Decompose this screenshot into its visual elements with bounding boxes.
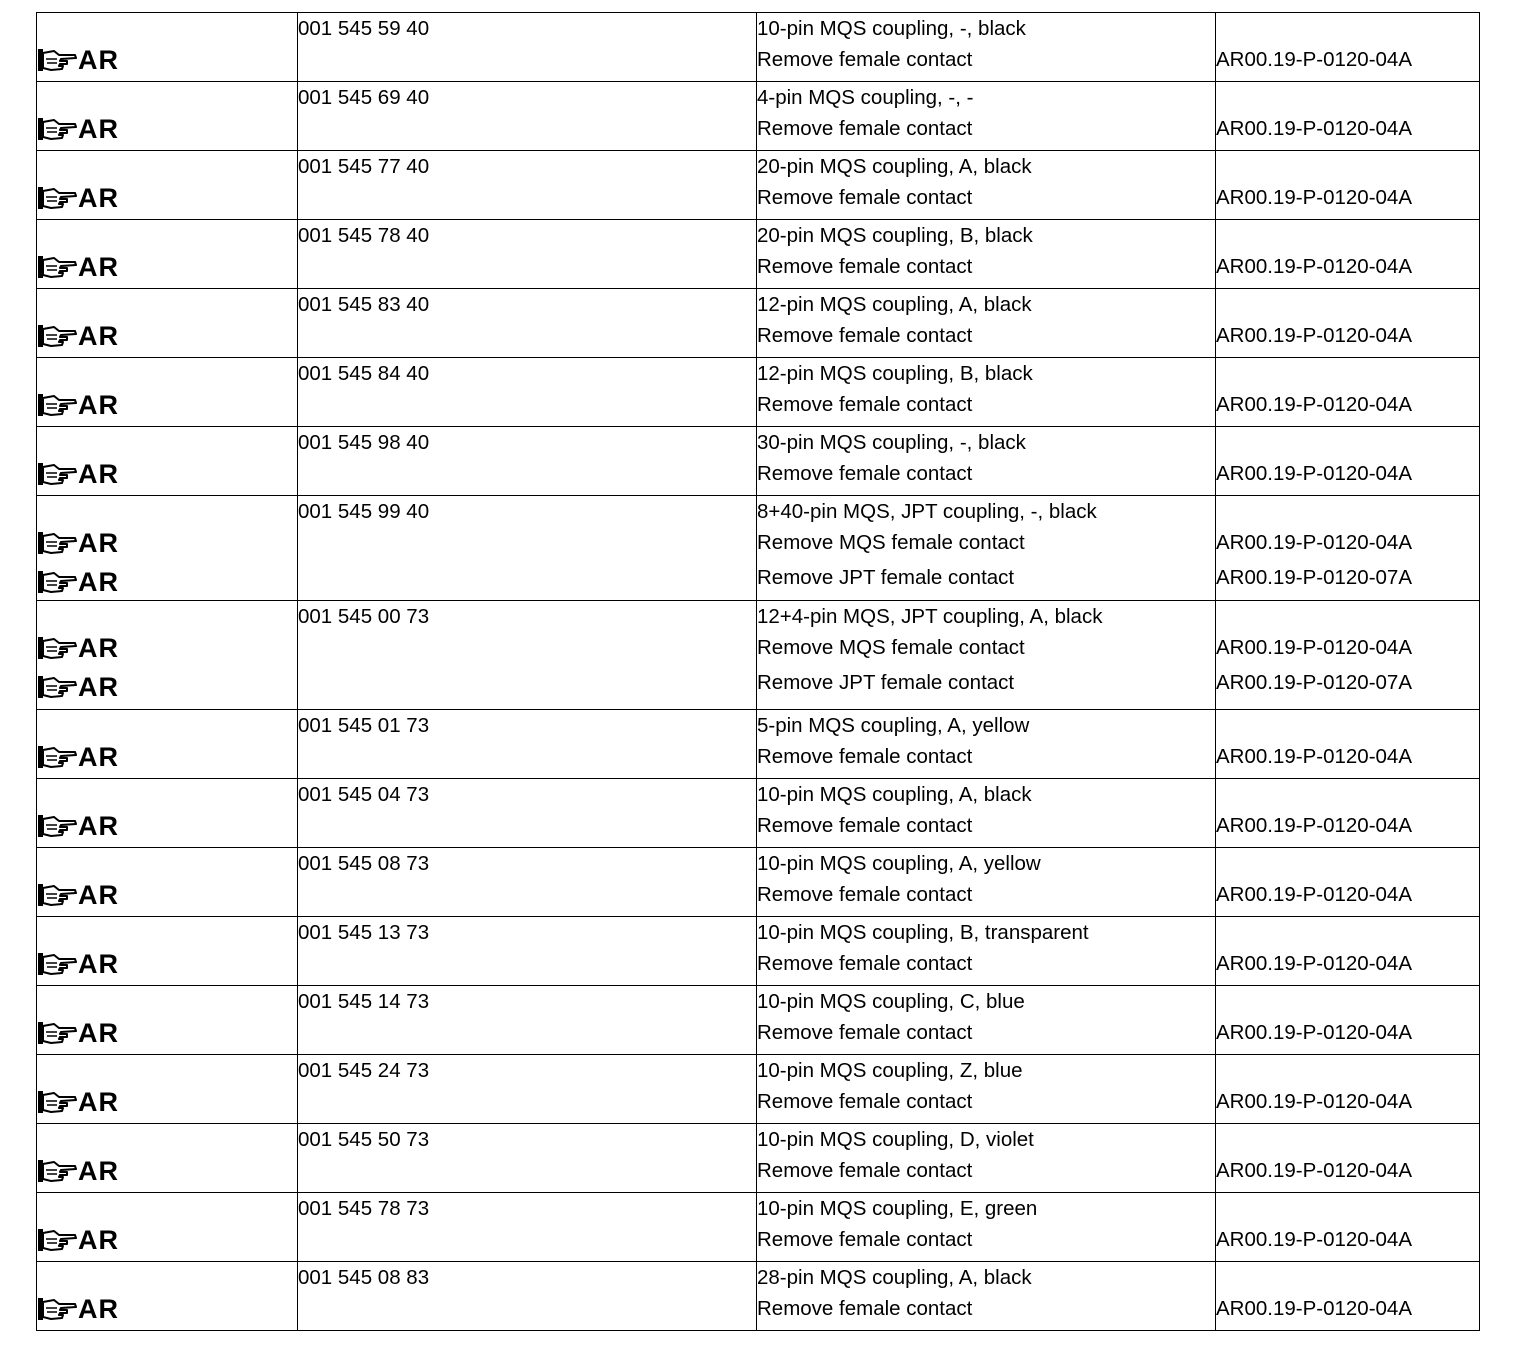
document-reference-link[interactable]: AR00.19-P-0120-04A: [1216, 1228, 1413, 1251]
reference-cell: [1216, 986, 1480, 1055]
ar-reference-marker: [37, 1262, 297, 1324]
reference-spacer: [1216, 917, 1479, 948]
pointing-hand-icon: [37, 392, 77, 418]
ar-reference-marker: [37, 848, 297, 910]
ar-cell: [37, 82, 298, 151]
reference-cell: [1216, 917, 1480, 986]
description-cell: [757, 1124, 1216, 1193]
document-reference-link[interactable]: AR00.19-P-0120-04A: [1216, 255, 1413, 278]
action-text: Remove female contact: [757, 255, 973, 278]
coupling-description: 10-pin MQS coupling, B, transparent: [757, 921, 1089, 944]
reference-spacer: [1216, 220, 1479, 251]
action-text: Remove female contact: [757, 883, 973, 906]
part-number-cell: [298, 151, 757, 220]
ar-reference-marker: [37, 917, 297, 979]
pointing-hand-icon: [37, 951, 77, 977]
coupling-description: 20-pin MQS coupling, B, black: [757, 224, 1033, 247]
part-number: 001 545 99 40: [298, 500, 430, 523]
action-text: Remove female contact: [757, 745, 973, 768]
ar-reference-marker: [37, 710, 297, 772]
action-text: Remove female contact: [757, 393, 973, 416]
description-cell: [757, 1193, 1216, 1262]
description-cell: [757, 13, 1216, 82]
pointing-hand-icon: [37, 1020, 77, 1046]
part-number-cell: [298, 1193, 757, 1262]
document-reference-link[interactable]: AR00.19-P-0120-04A: [1216, 531, 1413, 554]
ar-link[interactable]: [37, 114, 119, 144]
ar-label: AR: [78, 321, 119, 351]
table-row: [37, 710, 1480, 779]
ar-label: AR: [78, 183, 119, 213]
reference-spacer: [1216, 986, 1479, 1017]
reference-cell: [1216, 13, 1480, 82]
pointing-hand-icon: [37, 882, 77, 908]
part-number-cell: [298, 358, 757, 427]
description-cell: [757, 1262, 1216, 1331]
pointing-hand-icon: [37, 813, 77, 839]
reference-spacer: [1216, 1193, 1479, 1224]
action-text: Remove female contact: [757, 1297, 973, 1320]
part-number: 001 545 83 40: [298, 293, 430, 316]
part-number: 001 545 84 40: [298, 362, 430, 385]
ar-label: AR: [78, 45, 119, 75]
reference-spacer: [1216, 82, 1479, 113]
document-reference-link[interactable]: AR00.19-P-0120-04A: [1216, 1090, 1413, 1113]
ar-label: AR: [78, 390, 119, 420]
part-number-cell: [298, 82, 757, 151]
reference-cell: [1216, 1193, 1480, 1262]
part-number: 001 545 24 73: [298, 1059, 430, 1082]
description-cell: [757, 710, 1216, 779]
action-text: Remove JPT female contact: [757, 566, 1015, 589]
ar-label: AR: [78, 672, 119, 702]
document-reference-link[interactable]: AR00.19-P-0120-04A: [1216, 952, 1413, 975]
ar-reference-marker: [37, 220, 297, 282]
table-row: [37, 986, 1480, 1055]
pointing-hand-icon: [37, 744, 77, 770]
reference-cell: [1216, 427, 1480, 496]
reference-spacer: [1216, 496, 1479, 527]
coupling-description: 4-pin MQS coupling, -, -: [757, 86, 974, 109]
table-row: [37, 779, 1480, 848]
reference-spacer: [1216, 289, 1479, 320]
part-number: 001 545 08 73: [298, 852, 430, 875]
ar-reference-marker: [37, 1055, 297, 1117]
reference-spacer: [1216, 601, 1479, 632]
ar-reference-marker: [37, 289, 297, 351]
ar-cell: [37, 601, 298, 710]
table-row: [37, 1055, 1480, 1124]
ar-label: AR: [78, 1156, 119, 1186]
document-reference-link[interactable]: AR00.19-P-0120-04A: [1216, 117, 1413, 140]
document-reference-link[interactable]: AR00.19-P-0120-04A: [1216, 48, 1413, 71]
description-cell: [757, 779, 1216, 848]
ar-cell: [37, 220, 298, 289]
ar-cell: [37, 427, 298, 496]
coupling-description: 10-pin MQS coupling, D, violet: [757, 1128, 1034, 1151]
part-number-cell: [298, 289, 757, 358]
ar-link[interactable]: [37, 252, 119, 282]
ar-cell: [37, 1055, 298, 1124]
coupling-description: 8+40-pin MQS, JPT coupling, -, black: [757, 500, 1097, 523]
document-reference-link[interactable]: AR00.19-P-0120-04A: [1216, 1021, 1413, 1044]
ar-label: AR: [78, 1294, 119, 1324]
ar-link[interactable]: [37, 1294, 119, 1324]
coupling-description: 10-pin MQS coupling, Z, blue: [757, 1059, 1023, 1082]
reference-spacer: [1216, 13, 1479, 44]
document-reference-link[interactable]: AR00.19-P-0120-04A: [1216, 883, 1413, 906]
ar-link[interactable]: [37, 949, 119, 979]
part-number: 001 545 01 73: [298, 714, 430, 737]
coupling-description: 10-pin MQS coupling, C, blue: [757, 990, 1025, 1013]
reference-spacer: [1216, 779, 1479, 810]
action-text: Remove female contact: [757, 952, 973, 975]
reference-cell: [1216, 848, 1480, 917]
ar-link[interactable]: [37, 390, 119, 420]
ar-link[interactable]: [37, 742, 119, 772]
table-row: [37, 601, 1480, 710]
ar-reference-marker: [37, 558, 297, 597]
coupling-description: 10-pin MQS coupling, -, black: [757, 17, 1026, 40]
table-row: [37, 13, 1480, 82]
reference-spacer: [1216, 1124, 1479, 1155]
action-text: Remove JPT female contact: [757, 671, 1015, 694]
ar-label: AR: [78, 633, 119, 663]
action-text: Remove MQS female contact: [757, 531, 1025, 554]
action-text: Remove female contact: [757, 324, 973, 347]
part-number: 001 545 69 40: [298, 86, 430, 109]
document-reference-link[interactable]: AR00.19-P-0120-07A: [1216, 566, 1413, 589]
action-text: Remove female contact: [757, 117, 973, 140]
document-reference-link[interactable]: AR00.19-P-0120-04A: [1216, 393, 1413, 416]
reference-cell: [1216, 1262, 1480, 1331]
ar-reference-marker: [37, 82, 297, 144]
part-number: 001 545 50 73: [298, 1128, 430, 1151]
reference-cell: [1216, 710, 1480, 779]
reference-spacer: [1216, 1055, 1479, 1086]
document-reference-link[interactable]: AR00.19-P-0120-04A: [1216, 324, 1413, 347]
description-cell: [757, 917, 1216, 986]
ar-link[interactable]: [37, 672, 119, 702]
coupling-description: 12-pin MQS coupling, B, black: [757, 362, 1033, 385]
pointing-hand-icon: [37, 530, 77, 556]
description-cell: [757, 151, 1216, 220]
document-reference-link[interactable]: AR00.19-P-0120-04A: [1216, 1159, 1413, 1182]
ar-link[interactable]: [37, 459, 119, 489]
part-number: 001 545 00 73: [298, 605, 430, 628]
reference-cell: [1216, 779, 1480, 848]
action-text: Remove female contact: [757, 1021, 973, 1044]
part-number-cell: [298, 710, 757, 779]
table-row: [37, 848, 1480, 917]
action-text: Remove female contact: [757, 1090, 973, 1113]
ar-reference-marker: [37, 601, 297, 663]
coupling-description: 10-pin MQS coupling, A, yellow: [757, 852, 1041, 875]
ar-reference-marker: [37, 496, 297, 558]
action-text: Remove female contact: [757, 1159, 973, 1182]
table-row: [37, 1262, 1480, 1331]
reference-spacer: [1216, 427, 1479, 458]
table-row: [37, 151, 1480, 220]
reference-cell: [1216, 496, 1480, 601]
ar-link[interactable]: [37, 1225, 119, 1255]
part-number: 001 545 78 73: [298, 1197, 430, 1220]
part-number-cell: [298, 917, 757, 986]
part-number-cell: [298, 496, 757, 601]
parts-table-body: [37, 13, 1480, 1331]
ar-link[interactable]: [37, 633, 119, 663]
ar-cell: [37, 848, 298, 917]
reference-cell: [1216, 358, 1480, 427]
ar-link[interactable]: [37, 880, 119, 910]
document-reference-link[interactable]: AR00.19-P-0120-04A: [1216, 814, 1413, 837]
part-number: 001 545 08 83: [298, 1266, 430, 1289]
ar-cell: [37, 289, 298, 358]
reference-cell: [1216, 82, 1480, 151]
table-row: [37, 917, 1480, 986]
pointing-hand-icon: [37, 569, 77, 595]
ar-reference-marker: [37, 1124, 297, 1186]
reference-cell: [1216, 1124, 1480, 1193]
pointing-hand-icon: [37, 116, 77, 142]
ar-cell: [37, 358, 298, 427]
table-row: [37, 82, 1480, 151]
description-cell: [757, 427, 1216, 496]
part-number-cell: [298, 848, 757, 917]
ar-label: AR: [78, 949, 119, 979]
ar-reference-marker: [37, 1193, 297, 1255]
part-number-cell: [298, 1124, 757, 1193]
action-text: Remove female contact: [757, 186, 973, 209]
ar-link[interactable]: [37, 1018, 119, 1048]
reference-cell: [1216, 601, 1480, 710]
ar-link[interactable]: [37, 567, 119, 597]
ar-reference-marker: [37, 427, 297, 489]
ar-label: AR: [78, 528, 119, 558]
part-number: 001 545 13 73: [298, 921, 430, 944]
document-reference-link[interactable]: AR00.19-P-0120-04A: [1216, 745, 1413, 768]
ar-link[interactable]: [37, 528, 119, 558]
coupling-description: 10-pin MQS coupling, E, green: [757, 1197, 1038, 1220]
coupling-description: 28-pin MQS coupling, A, black: [757, 1266, 1032, 1289]
action-text: Remove female contact: [757, 1228, 973, 1251]
reference-cell: [1216, 220, 1480, 289]
ar-cell: [37, 710, 298, 779]
coupling-description: 10-pin MQS coupling, A, black: [757, 783, 1032, 806]
description-cell: [757, 220, 1216, 289]
part-number: 001 545 77 40: [298, 155, 430, 178]
ar-cell: [37, 1262, 298, 1331]
part-number-cell: [298, 779, 757, 848]
ar-link[interactable]: [37, 45, 119, 75]
description-cell: [757, 496, 1216, 601]
part-number: 001 545 04 73: [298, 783, 430, 806]
table-row: [37, 496, 1480, 601]
document-reference-link[interactable]: AR00.19-P-0120-04A: [1216, 462, 1413, 485]
ar-cell: [37, 986, 298, 1055]
ar-label: AR: [78, 742, 119, 772]
reference-cell: [1216, 1055, 1480, 1124]
coupling-parts-table: [36, 12, 1480, 1331]
description-cell: [757, 358, 1216, 427]
ar-link[interactable]: [37, 321, 119, 351]
ar-label: AR: [78, 1018, 119, 1048]
description-cell: [757, 289, 1216, 358]
part-number-cell: [298, 1055, 757, 1124]
pointing-hand-icon: [37, 1089, 77, 1115]
ar-reference-marker: [37, 663, 297, 702]
ar-cell: [37, 13, 298, 82]
table-row: [37, 220, 1480, 289]
description-cell: [757, 848, 1216, 917]
reference-spacer: [1216, 1262, 1479, 1293]
pointing-hand-icon: [37, 1227, 77, 1253]
part-number: 001 545 98 40: [298, 431, 430, 454]
reference-spacer: [1216, 358, 1479, 389]
description-cell: [757, 601, 1216, 710]
description-cell: [757, 986, 1216, 1055]
action-text: Remove female contact: [757, 48, 973, 71]
pointing-hand-icon: [37, 1296, 77, 1322]
reference-spacer: [1216, 710, 1479, 741]
pointing-hand-icon: [37, 674, 77, 700]
description-cell: [757, 82, 1216, 151]
ar-link[interactable]: [37, 811, 119, 841]
part-number: 001 545 14 73: [298, 990, 430, 1013]
table-row: [37, 289, 1480, 358]
ar-label: AR: [78, 880, 119, 910]
ar-label: AR: [78, 1225, 119, 1255]
pointing-hand-icon: [37, 461, 77, 487]
coupling-description: 20-pin MQS coupling, A, black: [757, 155, 1032, 178]
ar-label: AR: [78, 252, 119, 282]
coupling-description: 30-pin MQS coupling, -, black: [757, 431, 1026, 454]
reference-spacer: [1216, 848, 1479, 879]
ar-label: AR: [78, 459, 119, 489]
ar-link[interactable]: [37, 183, 119, 213]
ar-link[interactable]: [37, 1087, 119, 1117]
table-row: [37, 1124, 1480, 1193]
table-row: [37, 1193, 1480, 1262]
ar-label: AR: [78, 567, 119, 597]
ar-cell: [37, 1124, 298, 1193]
action-text: Remove MQS female contact: [757, 636, 1025, 659]
part-number-cell: [298, 13, 757, 82]
ar-cell: [37, 151, 298, 220]
document-reference-link[interactable]: AR00.19-P-0120-04A: [1216, 1297, 1413, 1320]
coupling-description: 12+4-pin MQS, JPT coupling, A, black: [757, 605, 1103, 628]
document-reference-link[interactable]: AR00.19-P-0120-07A: [1216, 671, 1413, 694]
pointing-hand-icon: [37, 1158, 77, 1184]
table-row: [37, 427, 1480, 496]
part-number-cell: [298, 601, 757, 710]
part-number-cell: [298, 986, 757, 1055]
action-text: Remove female contact: [757, 462, 973, 485]
coupling-description: 5-pin MQS coupling, A, yellow: [757, 714, 1030, 737]
reference-spacer: [1216, 151, 1479, 182]
document-reference-link[interactable]: AR00.19-P-0120-04A: [1216, 636, 1413, 659]
ar-label: AR: [78, 114, 119, 144]
ar-reference-marker: [37, 358, 297, 420]
ar-cell: [37, 779, 298, 848]
ar-cell: [37, 1193, 298, 1262]
description-cell: [757, 1055, 1216, 1124]
part-number: 001 545 78 40: [298, 224, 430, 247]
table-row: [37, 358, 1480, 427]
pointing-hand-icon: [37, 254, 77, 280]
document-reference-link[interactable]: AR00.19-P-0120-04A: [1216, 186, 1413, 209]
ar-reference-marker: [37, 779, 297, 841]
part-number-cell: [298, 427, 757, 496]
ar-cell: [37, 917, 298, 986]
pointing-hand-icon: [37, 185, 77, 211]
ar-link[interactable]: [37, 1156, 119, 1186]
part-number-cell: [298, 220, 757, 289]
action-text: Remove female contact: [757, 814, 973, 837]
ar-reference-marker: [37, 151, 297, 213]
ar-label: AR: [78, 811, 119, 841]
ar-reference-marker: [37, 13, 297, 75]
pointing-hand-icon: [37, 323, 77, 349]
reference-cell: [1216, 151, 1480, 220]
coupling-description: 12-pin MQS coupling, A, black: [757, 293, 1032, 316]
part-number: 001 545 59 40: [298, 17, 430, 40]
ar-cell: [37, 496, 298, 601]
ar-reference-marker: [37, 986, 297, 1048]
pointing-hand-icon: [37, 47, 77, 73]
pointing-hand-icon: [37, 635, 77, 661]
ar-label: AR: [78, 1087, 119, 1117]
reference-cell: [1216, 289, 1480, 358]
part-number-cell: [298, 1262, 757, 1331]
